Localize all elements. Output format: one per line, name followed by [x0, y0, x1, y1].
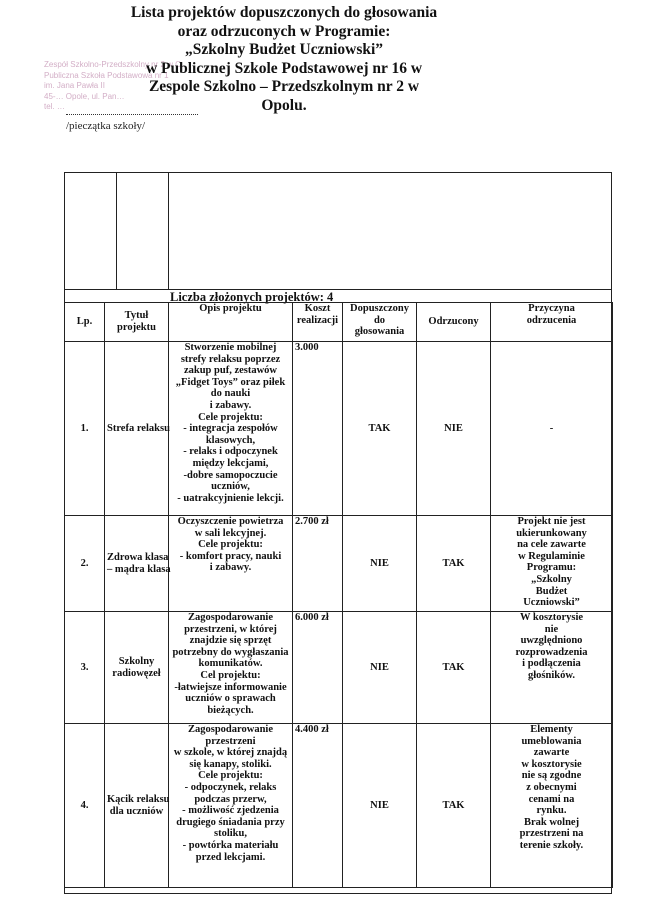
stamp-caption — [66, 120, 145, 132]
document-title — [104, 4, 464, 115]
row-title: Zdrowa klasa – mądra klasa — [105, 516, 169, 612]
stamp-line: Zespół Szkolno-Przedszkolny nr 2 w O. — [44, 60, 184, 69]
title-line: Opolu. — [261, 96, 307, 114]
project-count: Liczba złożonych projektów: 4 — [170, 290, 334, 304]
header-reason: Przyczyna odrzucenia — [491, 303, 613, 342]
header-row — [65, 303, 613, 342]
row-title: Kącik relaksu dla uczniów — [105, 724, 169, 888]
row-admitted: NIE — [343, 516, 417, 612]
row-cost: 6.000 zł — [293, 612, 343, 724]
row-admitted: NIE — [343, 724, 417, 888]
row-reason: - — [491, 342, 613, 516]
row-admitted: NIE — [343, 612, 417, 724]
row-rejected: NIE — [417, 342, 491, 516]
column-divider — [168, 172, 169, 290]
row-rejected: TAK — [417, 516, 491, 612]
title-cell — [64, 172, 612, 290]
table-row — [65, 612, 613, 724]
table-row — [65, 724, 613, 888]
row-desc: Oczyszczenie powietrza w sali lekcyjnej. Cele projektu: - komfort pracy, nauki i zabawy. — [169, 516, 293, 612]
stamp-line: Publiczna Szkoła Podstawowa nr 1 — [44, 70, 169, 80]
row-rejected: TAK — [417, 612, 491, 724]
row-cost: 3.000 — [293, 342, 343, 516]
row-cost: 2.700 zł — [293, 516, 343, 612]
header-admitted: Dopuszczony do głosowania — [343, 303, 417, 342]
header-lp: Lp. — [65, 303, 105, 342]
row-lp: 1. — [65, 342, 105, 516]
stamp-caption-text: /pieczątka szkoły/ — [66, 120, 146, 132]
row-admitted: TAK — [343, 342, 417, 516]
row-lp: 3. — [65, 612, 105, 724]
title-line: Lista projektów dopuszczonych do głosowania — [130, 4, 438, 21]
row-reason: W kosztorysie nie uwzględniono rozprowadzenia i podłączenia głośników. — [491, 612, 613, 724]
title-line: w Publicznej Szkole Podstawowej nr 16 w — [145, 59, 423, 77]
row-title: Szkolny radiowęzeł — [105, 612, 169, 724]
header-cost: Koszt realizacji — [293, 303, 343, 342]
row-desc: Zagospodarowanie przestrzeni w szkole, w której znajdą się kanapy, stoliki. Cele projektu: - odpoczynek, relaks podczas przerw, - możliwość zjedzenia drugiego śniadania przy stoliku, - powtórka materiału przed lekcjami. — [169, 724, 293, 888]
header-rejected: Odrzucony — [417, 303, 491, 342]
stamp-line: im. Jana Pawła II — [44, 81, 105, 90]
header-desc: Opis projektu — [169, 303, 293, 342]
row-lp: 2. — [65, 516, 105, 612]
row-cost: 4.400 zł — [293, 724, 343, 888]
header-title: Tytuł projektu — [105, 303, 169, 342]
row-desc: Zagospodarowanie przestrzeni, w której znajdzie się sprzęt potrzebny do wygłaszania komunikatów. Cel projektu: -łatwiejsze informowanie uczniów o sprawach bieżących. — [169, 612, 293, 724]
row-desc: Stworzenie mobilnej strefy relaksu poprzez zakup puf, zestawów „Fidget Toys” oraz piłek do nauki i zabawy. Cele projektu: - integracja zespołów klasowych, - relaks i odpoczynek między lekcjami, -dobre samopoczucie uczniów, - uatrakcyjnienie lekcji. — [169, 342, 293, 516]
row-reason: Elementy umeblowania zawarte w kosztorysie nie są zgodne z obecnymi cenami na rynku. Brak wolnej przestrzeni na terenie szkoły. — [491, 724, 613, 888]
title-line: Zespole Szkolno – Przedszkolnym nr 2 w — [148, 78, 420, 95]
row-title: Strefa relaksu — [105, 342, 169, 516]
column-divider — [116, 172, 117, 290]
stamp-line: tel. … — [44, 102, 65, 111]
title-line: oraz odrzuconych w Programie: — [177, 22, 391, 40]
table-row — [65, 516, 613, 612]
row-rejected: TAK — [417, 724, 491, 888]
row-reason: Projekt nie jest ukierunkowany na cele zawarte w Regulaminie Programu: „Szkolny Budżet Uczniowski” — [491, 516, 613, 612]
table-row — [65, 342, 613, 516]
projects-table — [64, 302, 613, 888]
title-line: „Szkolny Budżet Uczniowski” — [184, 41, 384, 58]
stamp-line: 45-… Opole, ul. Pan… — [44, 91, 125, 101]
row-lp: 4. — [65, 724, 105, 888]
